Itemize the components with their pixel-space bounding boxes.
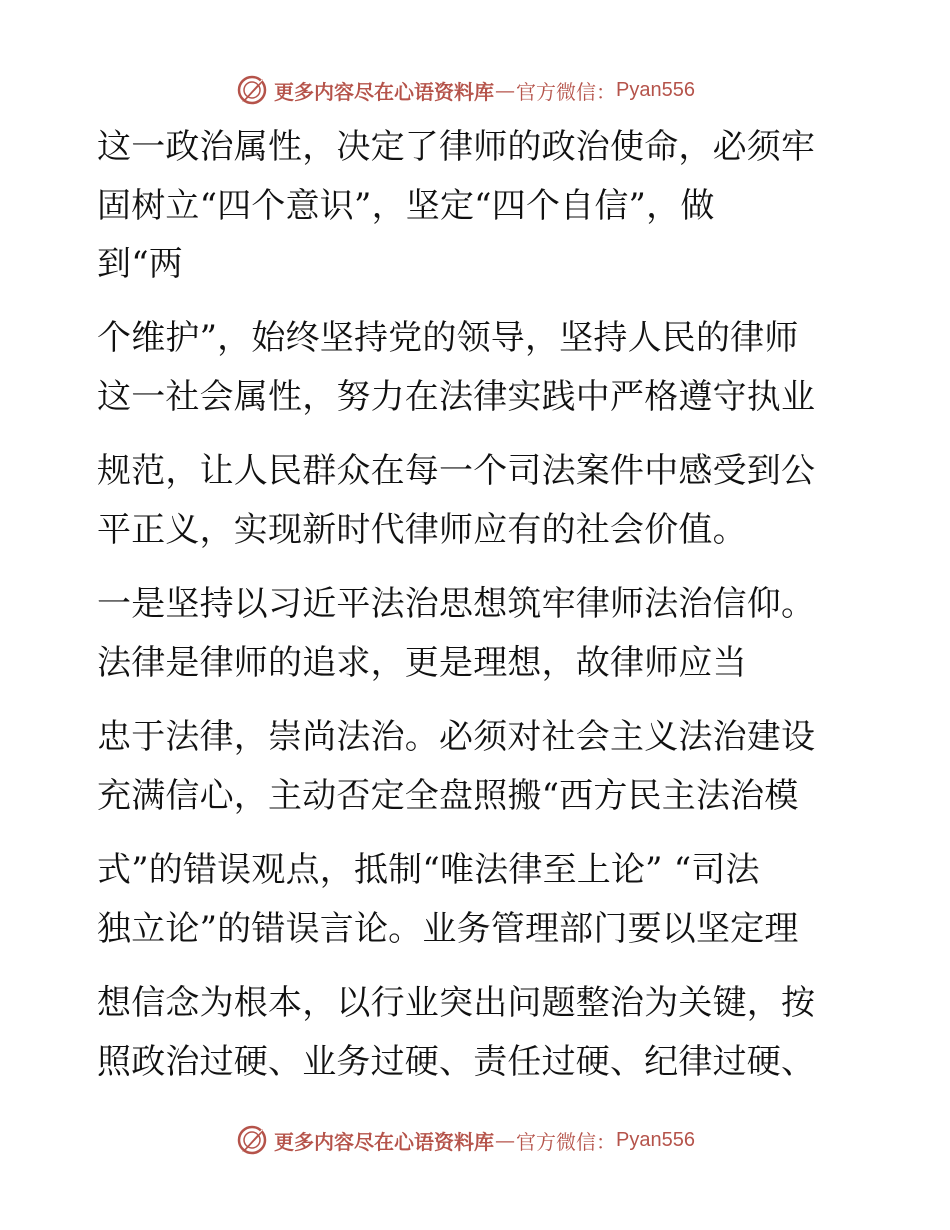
body-line: 一是坚持以习近平法治思想筑牢律师法治信仰。 xyxy=(97,584,816,624)
body-line: 这一政治属性，决定了律师的政治使命，必须牢 xyxy=(97,127,816,167)
body-line: 忠于法律，崇尚法治。必须对社会主义法治建设 xyxy=(97,717,816,757)
body-line: 个维护”，始终坚持党的领导，坚持人民的律师 xyxy=(97,318,799,358)
footer-watermark xyxy=(236,1123,695,1157)
quill-logo-icon xyxy=(236,74,268,106)
body-line: 照政治过硬、业务过硬、责任过硬、纪律过硬、 xyxy=(97,1042,816,1082)
body-line: 独立论”的错误言论。业务管理部门要以坚定理 xyxy=(97,909,799,949)
watermark-sub-text: 官方微信： xyxy=(516,79,616,104)
watermark-dash: — xyxy=(495,78,515,102)
body-line: 到“两 xyxy=(97,244,183,284)
watermark-wechat-id: Pyan556 xyxy=(616,1128,695,1151)
body-line: 这一社会属性，努力在法律实践中严格遵守执业 xyxy=(97,377,816,417)
body-line: 想信念为根本，以行业突出问题整治为关键，按 xyxy=(97,983,816,1023)
body-line: 规范，让人民群众在每一个司法案件中感受到公 xyxy=(97,451,816,491)
body-line: 平正义，实现新时代律师应有的社会价值。 xyxy=(97,510,747,550)
quill-logo-icon xyxy=(236,1124,268,1156)
watermark-wechat-id: Pyan556 xyxy=(616,78,695,101)
watermark-main-text: 更多内容尽在心语资料库 xyxy=(274,1129,494,1154)
body-line: 法律是律师的追求，更是理想，故律师应当 xyxy=(97,643,747,683)
watermark-main-text: 更多内容尽在心语资料库 xyxy=(274,79,494,104)
body-line: 式”的错误观点，抵制“唯法律至上论” “司法 xyxy=(97,850,760,890)
body-line: 充满信心，主动否定全盘照搬“西方民主法治模 xyxy=(97,776,799,816)
body-line: 固树立“四个意识”，坚定“四个自信”，做 xyxy=(97,186,715,226)
watermark-dash: — xyxy=(495,1128,515,1152)
watermark-sub-text: 官方微信： xyxy=(516,1129,616,1154)
header-watermark xyxy=(236,73,695,107)
